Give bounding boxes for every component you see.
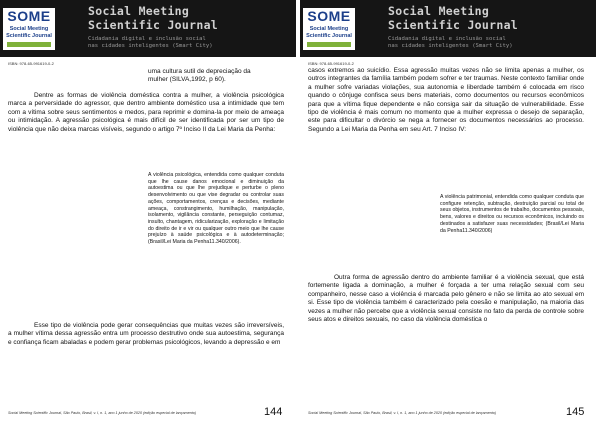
body-paragraph-2 <box>308 274 584 324</box>
block-quote: A violência psicológica, entendida como qualquer conduta que lhe cause danos emocional e diminuição da autoestima ou que lhe prejudique e perturbe o pleno desenvolvimento ou que vise degradar ou controlar suas ações, comportamentos, crenças e decisões, mediante ameaça, constrangimento, humilhação, manipulação, isolamento, vigilância constante, perseguição contumaz, insulto, chantagem, ridicularização, exploração e limitação do direito de ir e vir ou qualquer outro meio que lhe cause prejuízo à saúde psicológica e à autodeterminação; (Brasil/Lei Maria da Penha11.340/2006). <box>148 172 284 246</box>
journal-banner <box>0 0 296 57</box>
paragraph-text: Outra forma de agressão dentro do ambiente familiar é a violência sexual, que está fortemente ligada a dominação, a mulher é forçada a ter uma relação sexual com seu companheiro, nesse caso a violência é marcada pelo gênero e não se limita ao ato sexual em si. Esse tipo de violência também é caracterizado pela coesão e manipulação, na maioria das vezes a mulher não percebe que a violência sexual consiste no fato da perda de controle sobre seus atos e direitos sexuais, no caso da violência doméstica o <box>308 274 584 324</box>
block-quote: A violência patrimonial, entendida como qualquer conduta que configure retenção, subtração, destruição parcial ou total de seus objetos, instrumentos de trabalho, documentos pessoais, bens, valores e direitos ou recursos econômicos, incluindo os destinados a satisfazer suas necessidades; (Brasil/Lei Maria da Penha11.340/2006) <box>440 194 584 234</box>
banner-title-line-2: Scientific Journal <box>88 18 219 32</box>
top-text-line-1: uma cultura sutil de depreciação da <box>148 68 251 75</box>
logo-green-bar <box>307 42 351 47</box>
banner-title-line-2: Scientific Journal <box>388 18 519 32</box>
page-number: 144 <box>264 406 283 418</box>
isbn-label: ISBN: 978-65-991619-0-2 <box>8 61 54 66</box>
banner-subtitle-line-2: nas cidades inteligentes (Smart City) <box>88 43 213 49</box>
some-logo <box>303 8 355 50</box>
journal-banner <box>300 0 596 57</box>
logo-green-bar <box>7 42 51 47</box>
logo-wordmark: SOME <box>7 8 51 24</box>
page-footer: Social Meeting Scientific Journal, São Paulo, Brasil, v. I, n. 1, ano 1 junho de 2020 (edição especial de lançamento) <box>8 411 197 415</box>
banner-title-line-1: Social Meeting <box>388 4 490 18</box>
banner-title-line-1: Social Meeting <box>88 4 190 18</box>
banner-subtitle-line-2: nas cidades inteligentes (Smart City) <box>388 43 513 49</box>
top-text-line-2: mulher (SILVA,1992, p 60). <box>148 76 226 83</box>
page-footer: Social Meeting Scientific Journal, São Paulo, Brasil, v. I, n. 1, ano 1 junho de 2020 (edição especial de lançamento) <box>308 411 497 415</box>
paragraph-text: casos extremos ao suicídio. Essa agressão muitas vezes não se limita apenas a mulher, os outros integrantes da família também podem sofrer e ter traumas. Neste contexto familiar onde a mulher sofre variadas violações, sua autonomia e liberdade também é colocada em risco quando o cônjuge confisca seus bens materiais, como documentos ou recursos econômicos para que a vítima fique dependente e não consiga sair da situação de vulnerabilidade. Esse tipo de violência é mais comum no momento que a mulher expressa o desejo de separação, este para dificultar o divórcio se nega a fornecer os documentos necessários ao processo. Segundo a Lei Maria da Penha em seu Art. 7 Inciso IV: <box>308 67 584 133</box>
logo-subtitle-line-1: Social Meeting <box>9 26 49 32</box>
logo-subtitle-line-2: Scientific Journal <box>306 33 352 39</box>
body-paragraph-2 <box>8 322 284 347</box>
some-logo <box>3 8 55 50</box>
banner-subtitle-line-1: Cidadania digital e inclusão social <box>388 36 506 42</box>
logo-wordmark: SOME <box>307 8 351 24</box>
paragraph-text: Dentre as formas de violência doméstica contra a mulher, a violência psicológica marca a perversidade do agressor, que dentro ambiente doméstico usa a intimidade que tem com a vítima sobre seus sentimentos e medos, para reprimir e domina-la por meio de ameaça ou intimidação. A agressão psicológica é mais difícil de ser identificada por ser um tipo de violência que não deixa marcas visíveis, segundo o artigo 7º Inciso II da Lei Maria da Penha: <box>8 92 284 133</box>
banner-subtitle-line-1: Cidadania digital e inclusão social <box>88 36 206 42</box>
page-number: 145 <box>566 406 585 418</box>
isbn-label: ISBN: 978-65-991619-0-2 <box>308 61 354 66</box>
body-paragraph-1 <box>308 67 584 134</box>
right-page <box>300 0 600 424</box>
logo-subtitle-line-2: Scientific Journal <box>6 33 52 39</box>
logo-subtitle-line-1: Social Meeting <box>309 26 349 32</box>
paragraph-text: Esse tipo de violência pode gerar consequências que muitas vezes são irreversíveis, a mulher vítima dessa agressão entra um processo destrutivo onde sua autoestima, segurança e confiança ficam abaladas e podem gerar problemas psicológicos, levando a depressão e em <box>8 322 284 346</box>
body-paragraph-1 <box>8 92 284 134</box>
